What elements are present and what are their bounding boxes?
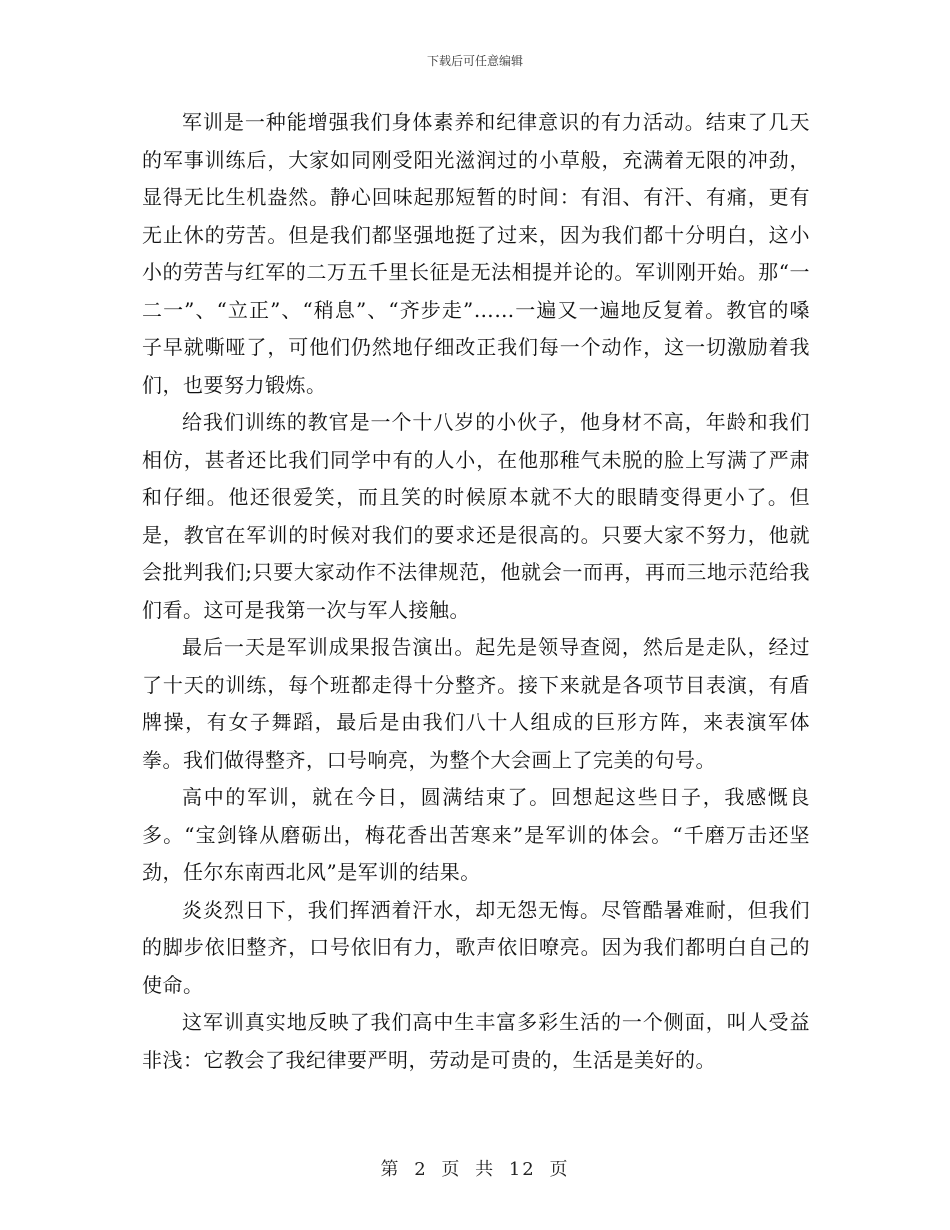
page-header: 下载后可任意编辑 [426,54,523,68]
paragraph-6: 这军训真实地反映了我们高中生丰富多彩生活的一个侧面，叫人受益非浅：它教会了我纪律要严明，劳动是可贵的，生活是美好的。 [142,1010,810,1072]
document-body [142,104,810,1079]
paragraph-3: 最后一天是军训成果报告演出。起先是领导查阅，然后是走队，经过了十天的训练，每个班都走得十分整齐。接下来就是各项节目表演，有盾牌操，有女子舞蹈，最后是由我们八十人组成的巨形方阵，来表演军体拳。我们做得整齐，口号响亮，为整个大会画上了完美的句号。 [142,635,810,772]
paragraph-5: 炎炎烈日下，我们挥洒着汗水，却无怨无悔。尽管酷暑难耐，但我们的脚步依旧整齐，口号依旧有力，歌声依旧嘹亮。因为我们都明白自己的使命。 [142,897,810,997]
paragraph-1: 军训是一种能增强我们身体素养和纪律意识的有力活动。结束了几天的军事训练后，大家如同刚受阳光滋润过的小草般，充满着无限的冲劲，显得无比生机盎然。静心回味起那短暂的时间：有泪、有汗、有痛，更有无止休的劳苦。但是我们都坚强地挺了过来，因为我们都十分明白，这小小的劳苦与红军的二万五千里长征是无法相提并论的。军训刚开始。那“一二一”、“立正”、“稍息”、“齐步走”……一遍又一遍地反复着。教官的嗓子早就嘶哑了，可他们仍然地仔细改正我们每一个动作，这一切激励着我们，也要努力锻炼。 [142,110,810,397]
paragraph-2: 给我们训练的教官是一个十八岁的小伙子，他身材不高，年龄和我们相仿，甚者还比我们同学中有的人小，在他那稚气未脱的脸上写满了严肃和仔细。他还很爱笑，而且笑的时候原本就不大的眼睛变得更小了。但是，教官在军训的时候对我们的要求还是很高的。只要大家不努力，他就会批判我们;只要大家动作不法律规范，他就会一而再，再而三地示范给我们看。这可是我第一次与军人接触。 [142,410,810,622]
page-number-footer: 第 2 页 共 12 页 [380,1159,570,1180]
paragraph-4: 高中的军训，就在今日，圆满结束了。回想起这些日子，我感慨良多。“宝剑锋从磨砺出，梅花香出苦寒来”是军训的体会。“千磨万击还坚劲，任尔东南西北风”是军训的结果。 [142,785,810,884]
